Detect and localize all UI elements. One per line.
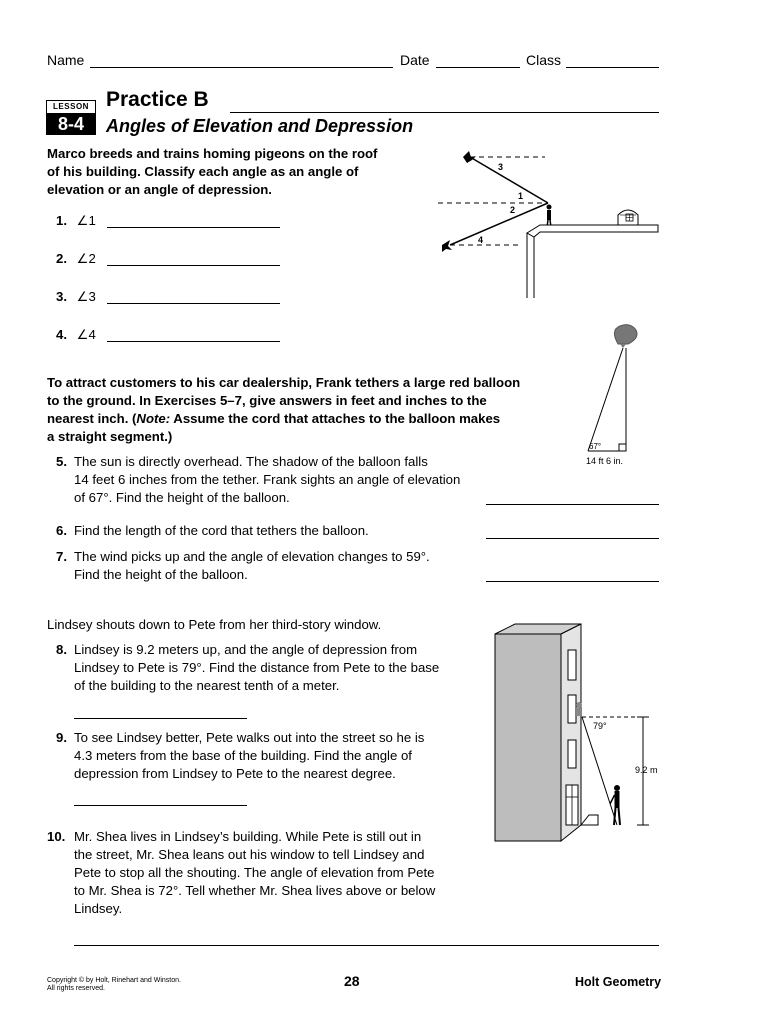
question-3 [56,288,96,306]
angle-label-4: 4 [478,235,484,245]
intro-line [47,410,520,428]
question-8 [56,641,440,693]
answer-line-2[interactable] [107,265,280,266]
question-line: Lindsey to Pete is 79°. Find the distance from Pete to the base [74,660,440,675]
right-angle-mark [619,444,626,451]
copyright-line: All rights reserved. [47,985,105,992]
section3-intro: Lindsey shouts down to Pete from her third-story window. [47,617,382,632]
pigeon-coop-icon [618,210,638,225]
page-number: 28 [344,973,360,989]
angle-label-79: 79° [593,721,607,731]
question-line: of the building to the nearest tenth of a meter. [74,678,340,693]
sight-line [450,203,548,245]
name-field[interactable] [90,67,393,68]
building-figure [490,612,675,847]
tether-line [588,348,623,451]
question-number: 1. [56,213,67,228]
base-label: 14 ft 6 in. [586,456,624,466]
copyright-line: Copyright © by Holt, Rinehart and Winston. [47,977,181,984]
question-number: 5. [56,454,67,469]
intro-line: elevation or an angle of depression. [47,182,272,197]
angle-label-2: 2 [510,205,516,215]
question-number: 9. [56,730,67,745]
step [581,815,598,825]
question-line: The wind picks up and the angle of elevation changes to 59°. [74,549,430,564]
question-text [74,729,424,783]
title-rule [230,112,659,113]
question-line: Find the length of the cord that tethers the balloon. [74,523,369,538]
class-field[interactable] [566,67,659,68]
page-subtitle: Angles of Elevation and Depression [106,116,414,136]
lesson-tag: LESSON [46,100,96,114]
sight-line [470,157,548,203]
intro-line: to the ground. In Exercises 5–7, give answers in feet and inches to the [47,393,487,408]
question-number: 10. [47,829,66,844]
question-number: 3. [56,289,67,304]
intro-line: Marco breeds and trains homing pigeons on the roof [47,146,378,161]
roof [527,225,658,237]
window [568,650,576,680]
question-line: Lindsey. [74,901,123,916]
book-title: Holt Geometry [575,975,662,989]
question-text [74,641,439,695]
note-label: Note: [136,411,171,426]
question-line: Mr. Shea lives in Lindsey’s building. While Pete is still out in [74,829,422,844]
answer-line-8[interactable] [74,718,247,719]
question-line: depression from Lindsey to Pete to the nearest degree. [74,766,396,781]
question-text: ∠3 [76,289,96,304]
building-front [495,634,561,841]
answer-line-6[interactable] [486,538,659,539]
answer-line-3[interactable] [107,303,280,304]
question-line: Lindsey is 9.2 meters up, and the angle of depression from [74,642,418,657]
answer-line-10[interactable] [74,945,659,946]
class-label: Class [526,52,562,68]
question-text [74,548,430,584]
question-number: 8. [56,642,67,657]
question-1 [56,212,96,230]
question-4 [56,326,96,344]
question-line: Find the height of the balloon. [74,567,248,582]
balloon-figure [580,322,670,472]
question-line: The sun is directly overhead. The shadow of the balloon falls [74,454,428,469]
angle-label-1: 1 [518,191,524,201]
pete-icon [610,785,620,825]
sight-line [582,717,617,825]
intro-text: Assume the cord that attaches to the balloon makes [170,411,501,426]
answer-line-4[interactable] [107,341,280,342]
question-line: the street, Mr. Shea leans out his window to tell Lindsey and [74,847,425,862]
window [568,740,576,768]
question-line: of 67°. Find the height of the balloon. [74,490,290,505]
question-text [74,453,460,507]
answer-line-7[interactable] [486,581,659,582]
copyright [47,977,181,993]
angle-label-67: 67° [589,442,602,451]
question-line: to Mr. Shea is 72°. Tell whether Mr. Shea lives above or below [74,883,436,898]
lesson-number: 8-4 [46,114,96,135]
section1-intro [47,145,377,199]
intro-text: nearest inch. ( [47,411,137,426]
answer-line-9[interactable] [74,805,247,806]
pigeon-icon [442,240,452,252]
question-5 [56,453,461,505]
intro-line: To attract customers to his car dealership, Frank tethers a large red balloon [47,375,521,390]
question-line: 4.3 meters from the base of the building. Find the angle of [74,748,412,763]
question-number: 7. [56,549,67,564]
answer-line-5[interactable] [486,504,659,505]
person-icon [547,205,552,228]
answer-line-1[interactable] [107,227,280,228]
question-number: 2. [56,251,67,266]
question-2 [56,250,96,268]
name-label: Name [47,52,85,68]
question-10 [47,828,436,916]
intro-line: a straight segment.) [47,429,173,444]
question-9 [56,729,425,781]
question-number: 6. [56,523,67,538]
question-text [74,828,435,918]
date-label: Date [400,52,430,68]
window [568,695,576,723]
question-line: Pete to stop all the shouting. The angle of elevation from Pete [74,865,435,880]
question-6 [56,522,369,540]
question-text: ∠1 [76,213,96,228]
page-title: Practice B [106,88,209,111]
section2-intro [47,374,520,446]
date-field[interactable] [436,67,520,68]
intro-line: of his building. Classify each angle as an angle of [47,164,359,179]
question-number: 4. [56,327,67,342]
angle-label-3: 3 [498,162,504,172]
height-label: 9.2 m [635,765,658,775]
question-text: ∠4 [76,327,96,342]
question-7 [56,548,430,582]
pigeon-figure [430,145,665,305]
question-line: 14 feet 6 inches from the tether. Frank sights an angle of elevation [74,472,461,487]
question-line: To see Lindsey better, Pete walks out into the street so he is [74,730,425,745]
question-text: ∠2 [76,251,96,266]
balloon-icon [614,325,637,348]
